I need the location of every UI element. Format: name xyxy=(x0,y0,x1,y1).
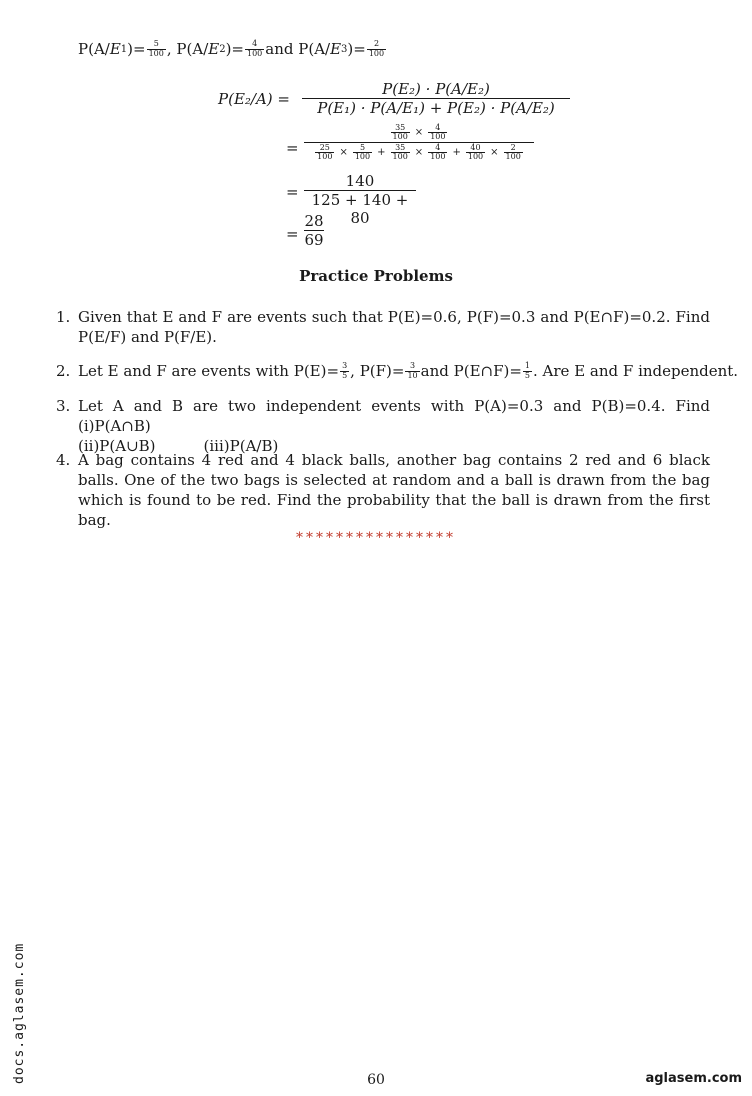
item-text: Let E and F are events with P(E)= $\frac{3}{5}$ , P(F)= $\frac{3}{10}$ and P(E∩F)= $\frac{1}{5}$ . Are E and F independent. xyxy=(78,361,739,380)
practice-item-2 xyxy=(56,361,739,381)
practice-item-1 xyxy=(56,307,710,347)
step3-numerator: 140 xyxy=(345,172,375,190)
practice-item-4 xyxy=(56,450,710,530)
bayes-lhs: P(E₂/A) = xyxy=(218,90,290,108)
step4-denominator: 69 xyxy=(304,231,324,249)
intro-e3: E xyxy=(330,40,342,58)
intro-sub2: 2 xyxy=(219,43,226,55)
item-number: 3. xyxy=(56,397,71,415)
intro-frac-1: $\frac{5}{100}$ xyxy=(148,39,164,58)
eq-sign-3: = xyxy=(286,183,299,201)
intro-text-2: , P(A/ xyxy=(166,40,209,58)
intro-text: P(A/ xyxy=(78,40,110,58)
item-text: Let A and B are two independent events with P(A)=0.3 and P(B)=0.4. Find (i)P(A∩B) xyxy=(78,397,710,435)
intro-close: )= xyxy=(127,40,146,58)
step3-denominator: 125 + 140 + 80 xyxy=(304,190,416,227)
intro-e2: E xyxy=(208,40,220,58)
item-number: 2. xyxy=(56,362,71,380)
side-watermark: docs.aglasem.com xyxy=(12,942,27,1084)
item-number: 1. xyxy=(56,308,71,326)
item-number: 4. xyxy=(56,451,71,469)
bayes-step1 xyxy=(302,80,570,117)
end-stars: **************** xyxy=(296,530,456,546)
step2-numerator: $\frac{35}{100}$ × $\frac{4}{100}$ xyxy=(392,123,446,142)
page-number: 60 xyxy=(367,1072,385,1088)
intro-frac-2: $\frac{4}{100}$ xyxy=(247,39,263,58)
intro-sub3: 3 xyxy=(341,43,348,55)
intro-e1: E xyxy=(109,40,121,58)
item-subparts: (ii)P(A∪B) (iii)P(A/B) xyxy=(78,437,279,455)
intro-close-2: )= xyxy=(225,40,244,58)
bayes-step4 xyxy=(304,212,324,249)
item-text: A bag contains 4 red and 4 black balls, another bag contains 2 red and 6 black balls. One of the two bags is selected at random and a ball is drawn from the bag which is found to be red. Find the probability that the ball is drawn from the first bag. xyxy=(78,451,710,529)
practice-heading: Practice Problems xyxy=(299,267,453,285)
intro-close-3: )= xyxy=(347,40,366,58)
eq-sign-4: = xyxy=(286,225,299,243)
bayes-denominator: P(E₁) · P(A/E₁) + P(E₂) · P(A/E₂) xyxy=(302,98,570,117)
intro-frac-3: $\frac{2}{100}$ xyxy=(368,39,385,58)
eq-sign-2: = xyxy=(286,139,299,157)
bayes-step2 xyxy=(304,124,534,162)
item-text: Given that E and F are events such that P(E)=0.6, P(F)=0.3 and P(E∩F)=0.2. Find P(E/F) and P(F/E). xyxy=(78,308,710,346)
practice-item-3 xyxy=(56,396,710,456)
intro-sub1: 1 xyxy=(120,43,128,55)
intro-line xyxy=(78,40,387,58)
intro-text-3: and P(A/ xyxy=(265,40,331,58)
bayes-numerator: P(E₂) · P(A/E₂) xyxy=(382,80,490,98)
step2-denominator: $\frac{25}{100}$ × $\frac{5}{100}$ + $\frac{35}{100}$ × $\frac{4}{100}$ + $\frac{40}{100}$ × $\frac{2}{100}$ xyxy=(304,142,534,162)
brand-link[interactable]: aglasem.com xyxy=(645,1071,742,1086)
step4-numerator: 28 xyxy=(304,212,324,230)
